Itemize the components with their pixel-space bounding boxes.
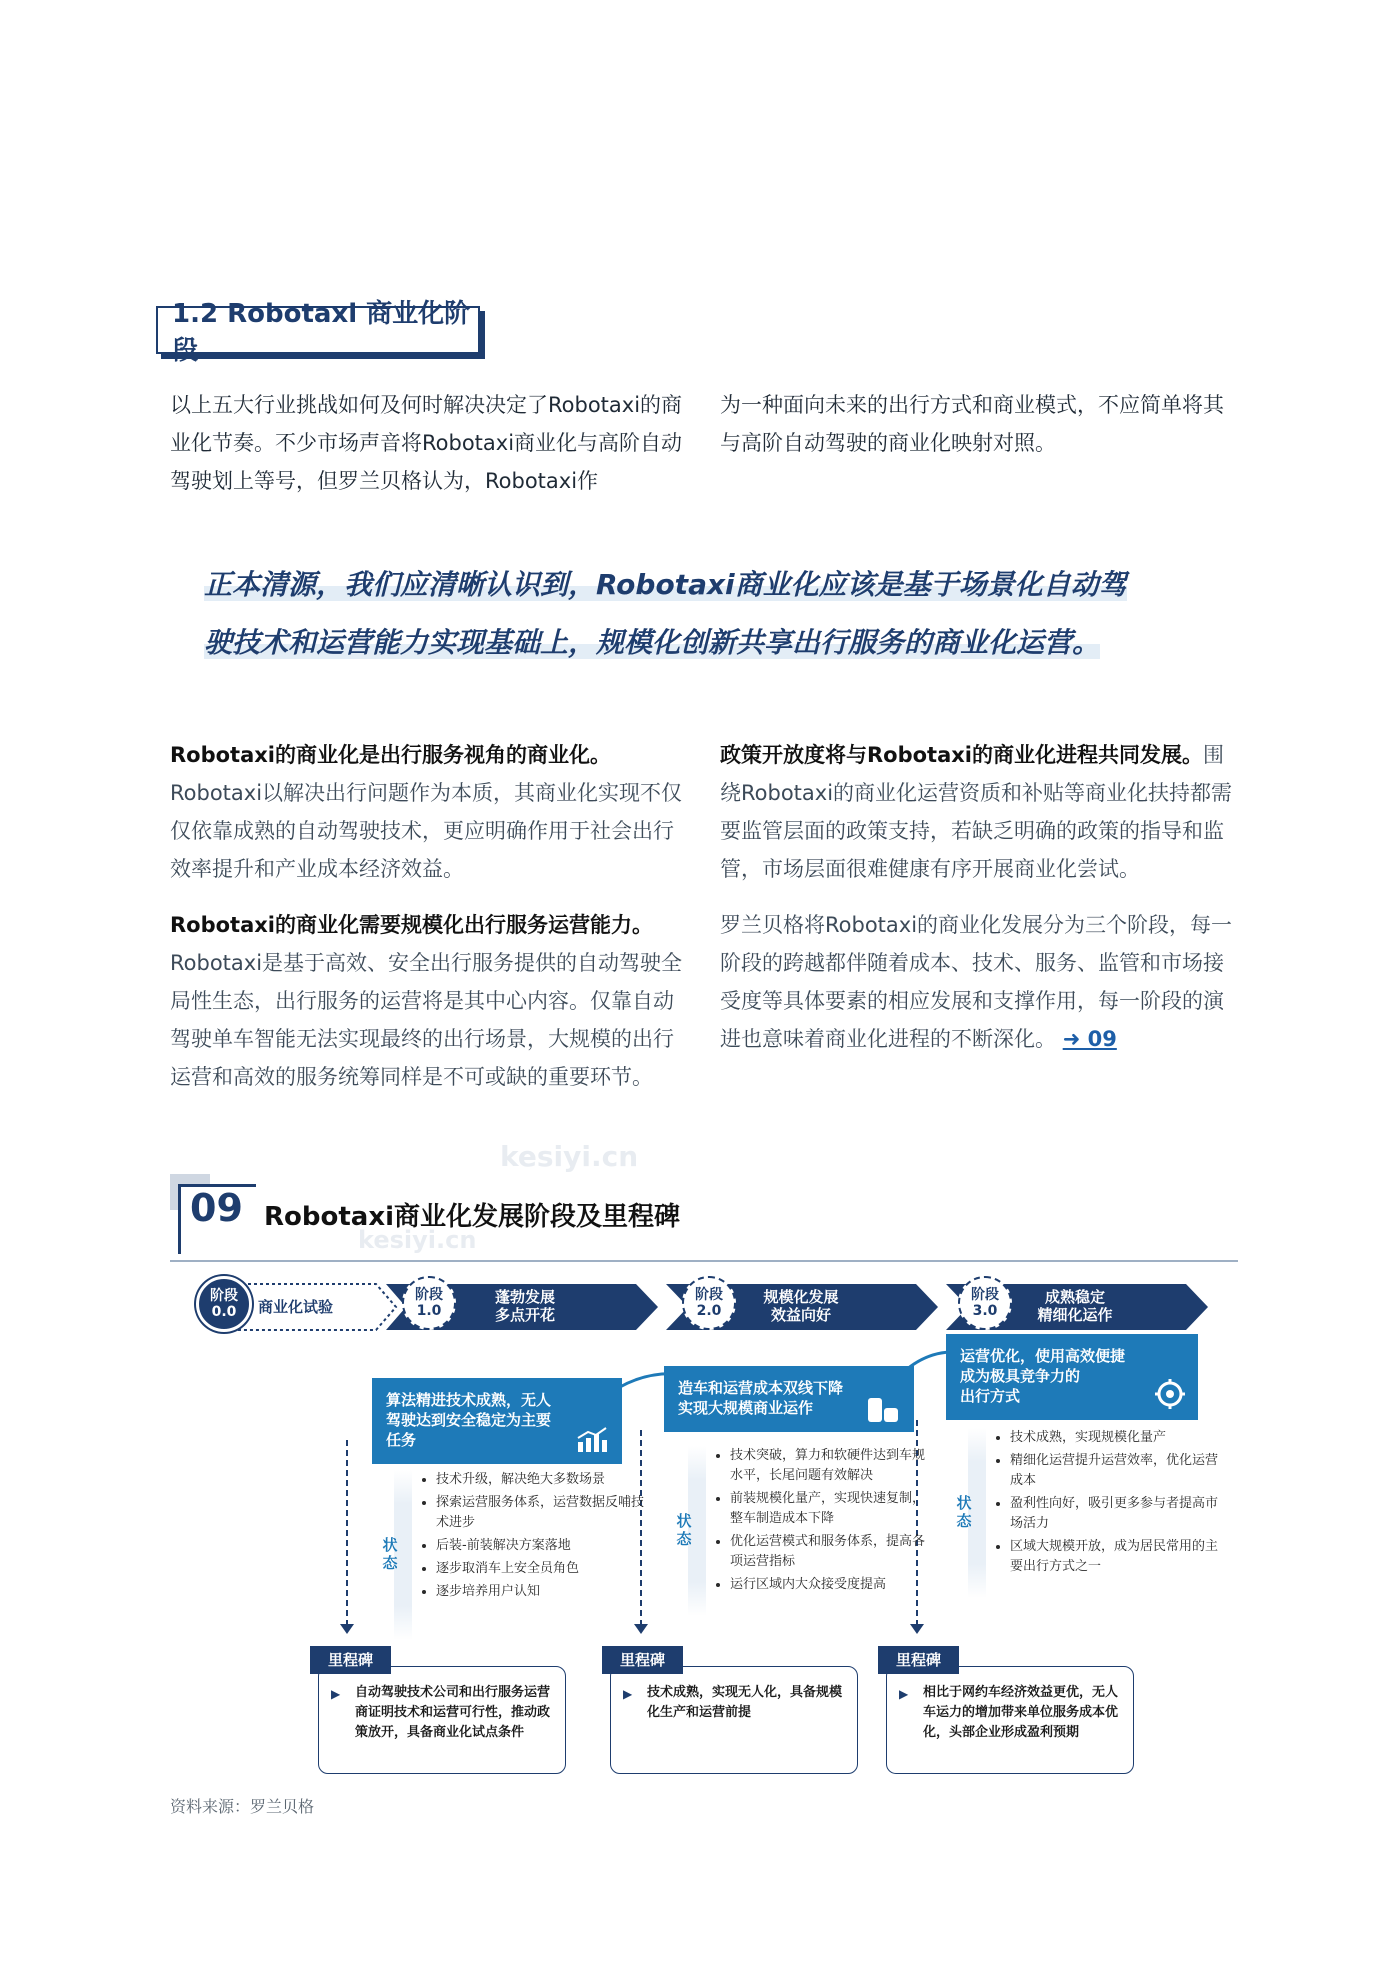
- state-1-item: • 逐步取消车上安全员角色: [436, 1559, 646, 1579]
- milestone-1-text: 自动驾驶技术公司和出行服务运营商证明技术和运营可行性，推动政策放开，具备商业化试点条件: [355, 1685, 551, 1740]
- stage-0-badge: [196, 1276, 252, 1332]
- stage-1-number: 1.0: [416, 1303, 442, 1319]
- stage-2-tag: 阶段: [695, 1287, 723, 1303]
- state-3-item: • 技术成熟，实现规模化量产: [1010, 1428, 1220, 1448]
- goal-3-line-1: 运营优化，使用高效便捷: [960, 1347, 1126, 1365]
- body-left-column: [170, 736, 694, 1096]
- body-paragraph-1: [170, 736, 694, 888]
- coins-stack-icon: [866, 1394, 900, 1424]
- stage-1-dashed-line: [346, 1440, 348, 1626]
- figure-number: 09: [190, 1186, 243, 1230]
- goal-3-line-2: 成为极具竞争力的: [960, 1367, 1081, 1385]
- stage-2-label: [746, 1288, 856, 1324]
- milestone-box-2: [610, 1666, 858, 1774]
- stage-3-tag: 阶段: [971, 1287, 999, 1303]
- milestone-tag-3: 里程碑: [878, 1646, 959, 1674]
- state-1-item: • 后装-前装解决方案落地: [436, 1536, 646, 1556]
- body-paragraph-3: [720, 736, 1244, 888]
- watermark-2: kesiyi.cn: [358, 1226, 477, 1254]
- milestone-box-1: [318, 1666, 566, 1774]
- stage-1-label: [470, 1288, 580, 1324]
- figure-title: Robotaxi商业化发展阶段及里程碑: [264, 1202, 681, 1232]
- stage-3-number: 3.0: [972, 1303, 998, 1319]
- stage-2-badge: [682, 1276, 736, 1330]
- state-list-stage-1: [422, 1470, 646, 1605]
- pull-quote-line-1: 正本清源，我们应清晰认识到，Robotaxi商业化应该是基于场景化自动驾: [204, 568, 1127, 601]
- stage-2-label-line-2: 效益向好: [770, 1306, 831, 1324]
- state-label-1: 状态: [382, 1536, 398, 1572]
- paragraph-2-text: Robotaxi是基于高效、安全出行服务提供的自动驾驶全局性生态，出行服务的运营将是其中心内容。仅靠自动驾驶单车智能无法实现最终的出行场景，大规模的出行运营和高效的服务统筹同样是不可或缺的重要环节。: [170, 951, 683, 1089]
- state-2-item: • 前装规模化量产，实现快速复制，整车制造成本下降: [730, 1489, 930, 1529]
- section-heading: [156, 299, 480, 366]
- intro-right-paragraph: 为一种面向未来的出行方式和商业模式，不应简单将其与高阶自动驾驶的商业化映射对照。: [720, 393, 1224, 455]
- stage-3-badge: [958, 1276, 1012, 1330]
- goal-1-line-2: 驾驶达到安全稳定为主要: [386, 1411, 552, 1429]
- state-list-stage-2: [716, 1446, 930, 1598]
- stage-0-label: 商业化试验: [258, 1298, 334, 1316]
- stage-3-label-line-2: 精细化运作: [1037, 1306, 1113, 1324]
- play-arrow-icon: ▶: [899, 1687, 909, 1701]
- state-label-2: 状态: [676, 1512, 692, 1548]
- stage-0-number: 0.0: [211, 1304, 237, 1320]
- milestone-3-text: 相比于网约车经济效益更优，无人车运力的增加带来单位服务成本优化，头部企业形成盈利预期: [923, 1685, 1119, 1740]
- milestone-2-text: 技术成熟，实现无人化，具备规模化生产和运营前提: [647, 1685, 843, 1720]
- paragraph-1-heading: Robotaxi的商业化是出行服务视角的商业化。: [170, 743, 612, 767]
- growth-chart-icon: [576, 1426, 608, 1454]
- figure-divider: [170, 1260, 1238, 1262]
- goal-3-line-3: 出行方式: [960, 1387, 1021, 1405]
- paragraph-1-text: Robotaxi以解决出行问题作为本质，其商业化实现不仅仅依靠成熟的自动驾驶技术，更应明确作用于社会出行效率提升和产业成本经济效益。: [170, 781, 683, 881]
- state-1-item: • 探索运营服务体系，运营数据反哺技术进步: [436, 1493, 646, 1533]
- stage-3-label: [1020, 1288, 1130, 1324]
- paragraph-3-text: 围绕Robotaxi的商业化运营资质和补贴等商业化扶持都需要监管层面的政策支持，若缺乏明确的政策的指导和监管，市场层面很难健康有序开展商业化尝试。: [720, 743, 1233, 881]
- stage-3-down-arrow: [910, 1624, 924, 1634]
- stage-1-down-arrow: [340, 1624, 354, 1634]
- paragraph-3-heading: 政策开放度将与Robotaxi的商业化进程共同发展。: [720, 743, 1204, 767]
- stage-3-label-line-1: 成熟稳定: [1044, 1288, 1105, 1306]
- stage-1-label-line-1: 蓬勃发展: [494, 1288, 555, 1306]
- goal-2-line-1: 造车和运营成本双线下降: [678, 1379, 844, 1397]
- stage-0-tag: 阶段: [210, 1288, 238, 1304]
- play-arrow-icon: ▶: [623, 1687, 633, 1701]
- stage-1-tag: 阶段: [415, 1287, 443, 1303]
- state-1-item: • 技术升级，解决绝大多数场景: [436, 1470, 646, 1490]
- state-2-item: • 运行区域内大众接受度提高: [730, 1575, 930, 1595]
- state-2-item: • 优化运营模式和服务体系，提高各项运营指标: [730, 1532, 930, 1572]
- figure-09-link[interactable]: ➜ 09: [1062, 1027, 1117, 1051]
- stage-1-badge: [402, 1276, 456, 1330]
- stage-2-label-line-1: 规模化发展: [763, 1288, 839, 1306]
- body-paragraph-4: [720, 906, 1244, 1058]
- paragraph-2-heading: Robotaxi的商业化需要规模化出行服务运营能力。: [170, 913, 654, 937]
- body-right-column: [720, 736, 1244, 1058]
- milestone-tag-1: 里程碑: [310, 1646, 391, 1674]
- stage-1-label-line-2: 多点开花: [494, 1306, 555, 1324]
- goal-1-line-3: 任务: [386, 1431, 417, 1449]
- milestone-box-3: [886, 1666, 1134, 1774]
- goal-box-stage-1: [372, 1378, 622, 1464]
- body-paragraph-2: [170, 906, 694, 1096]
- goal-2-line-2: 实现大规模商业运作: [678, 1399, 814, 1417]
- stage-2-number: 2.0: [696, 1303, 722, 1319]
- play-arrow-icon: ▶: [331, 1687, 341, 1701]
- state-3-item: • 精细化运营提升运营效率，优化运营成本: [1010, 1451, 1220, 1491]
- state-1-item: • 逐步培养用户认知: [436, 1582, 646, 1602]
- goal-1-line-1: 算法精进技术成熟，无人: [386, 1391, 552, 1409]
- pull-quote-line-2: 驶技术和运营能力实现基础上，规模化创新共享出行服务的商业化运营。: [204, 626, 1101, 659]
- milestone-tag-2: 里程碑: [602, 1646, 683, 1674]
- state-3-item: • 区域大规模开放，成为居民常用的主要出行方式之一: [1010, 1537, 1220, 1577]
- state-list-stage-3: [996, 1428, 1220, 1580]
- goal-box-stage-2: [664, 1366, 914, 1432]
- watermark-1: kesiyi.cn: [500, 1140, 639, 1173]
- figure-source: 资料来源：罗兰贝格: [170, 1797, 315, 1816]
- stage-2-down-arrow: [634, 1624, 648, 1634]
- state-2-item: • 技术突破，算力和软硬件达到车规水平，长尾问题有效解决: [730, 1446, 930, 1486]
- state-label-3: 状态: [956, 1494, 972, 1530]
- pull-quote: [204, 556, 1204, 672]
- goal-box-stage-3: [946, 1334, 1198, 1420]
- paragraph-4-text: 罗兰贝格将Robotaxi的商业化发展分为三个阶段，每一阶段的跨越都伴随着成本、技术、服务、监管和市场接受度等具体要素的相应发展和支撑作用，每一阶段的演进也意味着商业化进程的不断深化。: [720, 913, 1233, 1051]
- section-title: 1.2 Robotaxi 商业化阶段: [172, 299, 471, 366]
- state-3-item: • 盈利性向好，吸引更多参与者提高市场活力: [1010, 1494, 1220, 1534]
- target-gear-icon: [1154, 1378, 1186, 1410]
- intro-left-paragraph: 以上五大行业挑战如何及何时解决决定了Robotaxi的商业化节奏。不少市场声音将Robotaxi商业化与高阶自动驾驶划上等号，但罗兰贝格认为，Robotaxi作: [170, 393, 683, 493]
